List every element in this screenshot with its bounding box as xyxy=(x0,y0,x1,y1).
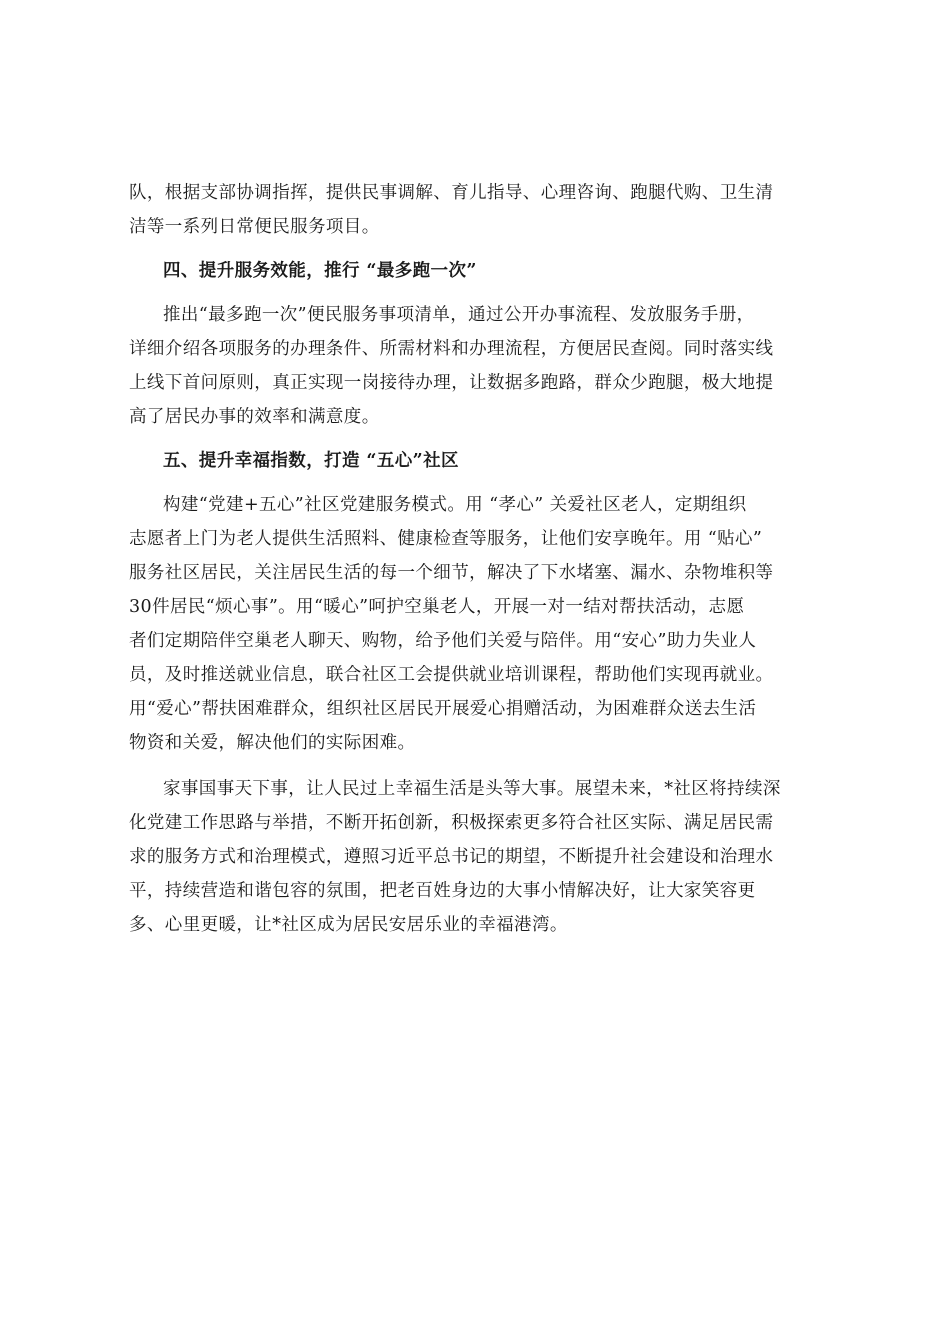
text-line: 化党建工作思路与举措，不断开拓创新，积极探索更多符合社区实际、满足居民需 xyxy=(129,813,774,833)
text-line: 者们定期陪伴空巢老人聊天、购物，给予他们关爱与陪伴。用“安心”助力失业人 xyxy=(129,631,757,651)
paragraph-run-once xyxy=(129,298,819,434)
text-line: 30件居民“烦心事”。用“暖心”呵护空巢老人，开展一对一结对帮扶活动，志愿 xyxy=(129,597,745,617)
paragraph-five-hearts xyxy=(129,488,819,760)
text-line: 推出“最多跑一次”便民服务事项清单，通过公开办事流程、发放服务手册， xyxy=(163,305,755,325)
paragraph-volunteer-services xyxy=(129,176,819,244)
text-line: 志愿者上门为老人提供生活照料、健康检查等服务，让他们安享晚年。用 “贴心” xyxy=(129,529,763,549)
text-line: 员，及时推送就业信息，联合社区工会提供就业培训课程，帮助他们实现再就业。 xyxy=(129,665,774,685)
text-line: 上线下首问原则，真正实现一岗接待办理，让数据多跑路，群众少跑腿，极大地提 xyxy=(129,373,774,393)
text-line: 队，根据支部协调指挥，提供民事调解、育儿指导、心理咨询、跑腿代购、卫生清 xyxy=(129,183,774,203)
text-line: 详细介绍各项服务的办理条件、所需材料和办理流程，方便居民查阅。同时落实线 xyxy=(129,339,774,359)
paragraph-conclusion xyxy=(129,772,819,942)
text-line: 求的服务方式和治理模式，遵照习近平总书记的期望，不断提升社会建设和治理水 xyxy=(129,847,774,867)
text-line: 高了居民办事的效率和满意度。 xyxy=(129,407,380,427)
document-body xyxy=(129,176,819,942)
text-line: 平，持续营造和谐包容的氛围，把老百姓身边的大事小情解决好，让大家笑容更 xyxy=(129,881,756,901)
text-line: 多、心里更暖，让*社区成为居民安居乐业的幸福港湾。 xyxy=(129,915,568,935)
text-line: 用“爱心”帮扶困难群众，组织社区居民开展爱心捐赠活动，为困难群众送去生活 xyxy=(129,699,757,719)
section-heading-four: 四、提升服务效能，推行 “最多跑一次” xyxy=(163,261,477,281)
text-line: 家事国事天下事，让人民过上幸福生活是头等大事。展望未来，*社区将持续深 xyxy=(163,779,781,799)
paragraph-spacer xyxy=(129,760,819,772)
text-line: 服务社区居民，关注居民生活的每一个细节，解决了下水堵塞、漏水、杂物堆积等 xyxy=(129,563,774,583)
section-heading-five: 五、提升幸福指数，打造 “五心”社区 xyxy=(163,451,459,471)
text-line: 洁等一系列日常便民服务项目。 xyxy=(129,217,380,237)
text-line: 物资和关爱，解决他们的实际困难。 xyxy=(129,733,416,753)
text-line: 构建“党建+五心”社区党建服务模式。用 “孝心” 关爱社区老人，定期组织 xyxy=(163,495,747,515)
